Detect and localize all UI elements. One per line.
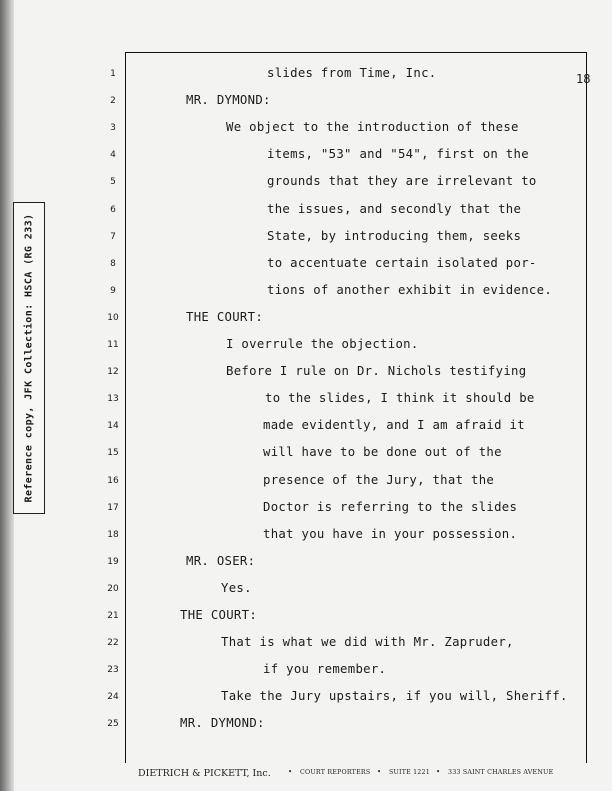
line-number: 23 bbox=[107, 665, 119, 675]
line-number: 17 bbox=[107, 503, 119, 513]
line-number: 11 bbox=[107, 340, 119, 350]
transcript-line: Take the Jury upstairs, if you will, Sheriff. bbox=[221, 689, 568, 703]
line-number: 25 bbox=[107, 719, 119, 729]
line-number: 10 bbox=[107, 313, 119, 323]
transcript-line: presence of the Jury, that the bbox=[263, 473, 495, 487]
transcript-line: MR. DYMOND: bbox=[186, 93, 271, 107]
line-number: 21 bbox=[107, 611, 119, 621]
line-number: 6 bbox=[110, 205, 116, 215]
line-number: 13 bbox=[107, 394, 119, 404]
transcript-line: That is what we did with Mr. Zapruder, bbox=[221, 635, 514, 649]
transcript-line: MR. DYMOND: bbox=[180, 716, 265, 730]
line-number: 1 bbox=[110, 69, 116, 79]
transcript-line: Doctor is referring to the slides bbox=[263, 500, 518, 514]
transcript-line: made evidently, and I am afraid it bbox=[263, 418, 525, 432]
transcript-line: THE COURT: bbox=[180, 608, 258, 622]
transcript-line: if you remember. bbox=[263, 662, 387, 676]
footer-firm: DIETRICH & PICKETT, Inc. bbox=[138, 768, 271, 779]
transcript-line: Yes. bbox=[221, 581, 252, 595]
transcript-line: State, by introducing them, seeks bbox=[267, 229, 522, 243]
line-number: 7 bbox=[110, 232, 116, 242]
line-number: 22 bbox=[107, 638, 119, 648]
footer-separator: • bbox=[288, 768, 293, 776]
transcript-line: I overrule the objection. bbox=[226, 337, 419, 351]
line-number: 8 bbox=[110, 259, 116, 269]
transcript-line: that you have in your possession. bbox=[263, 527, 518, 541]
transcript-line: We object to the introduction of these bbox=[226, 120, 519, 134]
transcript-line: to the slides, I think it should be bbox=[265, 391, 535, 405]
reference-stamp-text: Reference copy, JFK Collection: HSCA (RG 233) bbox=[23, 213, 35, 503]
line-number: 19 bbox=[107, 557, 119, 567]
transcript-line: slides from Time, Inc. bbox=[267, 66, 437, 80]
footer-address: 333 SAINT CHARLES AVENUE bbox=[448, 769, 554, 776]
footer-role: COURT REPORTERS bbox=[300, 769, 371, 776]
line-number: 3 bbox=[110, 123, 116, 133]
footer-separator: • bbox=[436, 768, 441, 776]
line-number: 9 bbox=[110, 286, 116, 296]
transcript-line: to accentuate certain isolated por- bbox=[267, 256, 537, 270]
line-number: 4 bbox=[110, 150, 116, 160]
transcript-line: the issues, and secondly that the bbox=[267, 202, 522, 216]
line-number: 18 bbox=[107, 530, 119, 540]
transcript-line: grounds that they are irrelevant to bbox=[267, 174, 537, 188]
line-number: 24 bbox=[107, 692, 119, 702]
page-number: 18 bbox=[576, 72, 591, 86]
footer-separator: • bbox=[377, 768, 382, 776]
footer-suite: SUITE 1221 bbox=[389, 769, 430, 776]
line-number: 15 bbox=[107, 448, 119, 458]
binding-edge bbox=[0, 0, 14, 791]
transcript-line: will have to be done out of the bbox=[263, 445, 502, 459]
reference-stamp bbox=[13, 202, 45, 514]
transcript-line: items, "53" and "54", first on the bbox=[267, 147, 529, 161]
line-number: 5 bbox=[110, 177, 116, 187]
line-number: 12 bbox=[107, 367, 119, 377]
transcript-line: tions of another exhibit in evidence. bbox=[267, 283, 553, 297]
line-number: 20 bbox=[107, 584, 119, 594]
transcript-line: THE COURT: bbox=[186, 310, 264, 324]
line-number: 14 bbox=[107, 421, 119, 431]
line-number: 2 bbox=[110, 96, 116, 106]
transcript-line: Before I rule on Dr. Nichols testifying bbox=[226, 364, 527, 378]
transcript-line: MR. OSER: bbox=[186, 554, 256, 568]
line-number: 16 bbox=[107, 476, 119, 486]
